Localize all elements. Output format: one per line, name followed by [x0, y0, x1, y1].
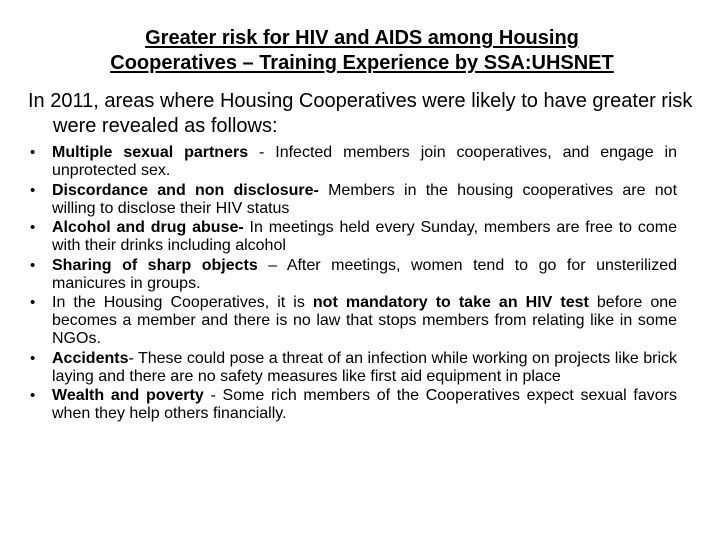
slide-title-line-1: Greater risk for HIV and AIDS among Housing	[145, 27, 579, 49]
bullet-item	[30, 387, 677, 423]
bullet-text: - These could pose a threat of an infection while working on projects like brick laying and there are no safety measures like first aid equipment in place	[52, 349, 677, 385]
bullet-text: – After meetings, women tend to go for unsterilized manicures in groups.	[52, 256, 677, 292]
bullet-bold-text: Wealth and poverty	[52, 387, 204, 404]
bullet-bold-text: Discordance and non disclosure-	[52, 181, 319, 199]
bullet-bold-text: Accidents	[52, 349, 129, 367]
bullet-bold-text: not mandatory to take an HIV test	[312, 294, 589, 311]
slide-title	[0, 26, 720, 76]
bullet-item	[30, 294, 677, 348]
bullet-text: In the Housing Cooperatives, it is	[52, 294, 313, 311]
bullet-text: - Some rich members of the Cooperatives expect sexual favors when they help others financially.	[52, 387, 677, 422]
bullet-text: before one becomes a member and there is no law that stops members from relating like in some NGOs.	[52, 294, 678, 347]
bullet-item	[30, 219, 677, 255]
bullet-marker: •	[30, 181, 36, 199]
bullet-marker: •	[30, 256, 36, 274]
bullet-marker: •	[30, 387, 36, 404]
bullet-item	[30, 257, 677, 293]
bullet-item	[30, 350, 677, 386]
bullet-text: In meetings held every Sunday, members are free to come with their drinks including alcohol	[52, 219, 678, 254]
bullet-marker: •	[30, 144, 36, 161]
bullet-item	[30, 182, 677, 218]
bullet-bold-text: Alcohol and drug abuse-	[52, 219, 244, 236]
bullet-marker: •	[30, 219, 36, 236]
bullet-text: Members in the housing cooperatives are not willing to disclose their HIV status	[52, 181, 678, 217]
intro-paragraph: In 2011, areas where Housing Cooperatives were likely to have greater risk were revealed as follows:	[28, 90, 693, 137]
bullet-item	[30, 144, 677, 180]
bullet-marker: •	[30, 349, 36, 367]
slide-title-line-2: Cooperatives – Training Experience by SSA:UHSNET	[110, 52, 614, 74]
bullet-bold-text: Sharing of sharp objects	[52, 256, 258, 274]
bullet-text: - Infected members join cooperatives, and engage in unprotected sex.	[52, 144, 677, 179]
bullet-marker: •	[30, 294, 36, 311]
risk-bullet-list	[30, 144, 677, 425]
bullet-bold-text: Multiple sexual partners	[52, 144, 249, 161]
